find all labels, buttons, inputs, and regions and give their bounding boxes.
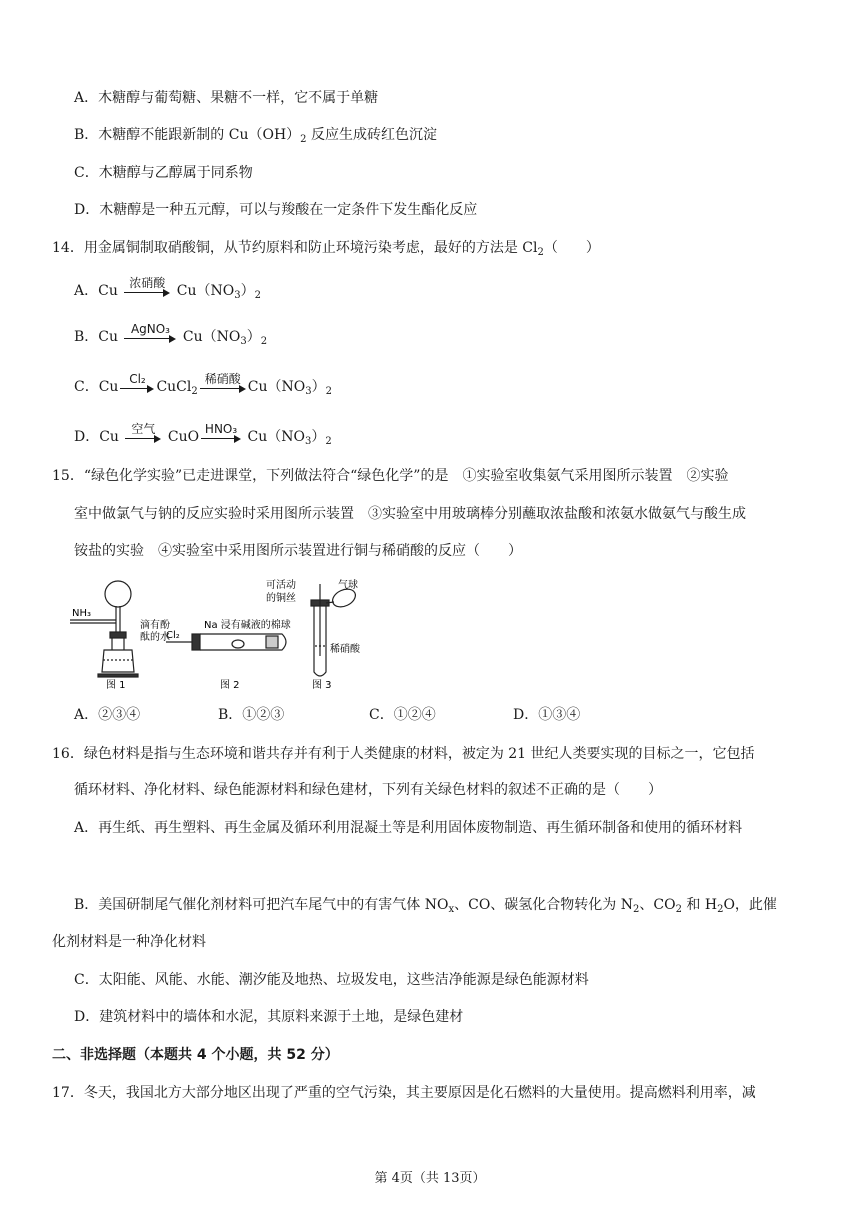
q15-stem-line3: 铵盐的实验 ④实验室中采用图所示装置进行铜与稀硝酸的反应（ ） — [74, 543, 522, 559]
q15-option-c: C．①②④ — [369, 707, 436, 723]
q16-stem-line2: 循环材料、净化材料、绿色能源材料和绿色建材，下列有关绿色材料的叙述不正确的是（ ） — [74, 782, 662, 798]
reaction-arrow: 空气 — [125, 423, 161, 442]
fig1-caption: 图 1 — [106, 680, 126, 690]
q14-option-b: B．Cu AgNO₃ $Cu(NO_3)_2$ — [74, 322, 268, 347]
q15-option-d: D．①③④ — [513, 707, 581, 723]
q15-stem-line1: 15．“绿色化学实验”已走进课堂，下列做法符合“绿色化学”的是 ①实验室收集氨气采用图所示装置 ②实验 — [52, 468, 729, 484]
fig-na-label: Na 浸有碱液的棉球 — [204, 620, 291, 631]
q16-option-c: C．太阳能、风能、水能、潮汐能及地热、垃圾发电，这些洁净能源是绿色能源材料 — [74, 972, 589, 988]
fig-dilute-label: 稀硝酸 — [330, 644, 360, 655]
q13-option-a: A．木糖醇与葡萄糖、果糖不一样，它不属于单糖 — [74, 90, 379, 106]
q15-option-b: B．①②③ — [218, 707, 285, 723]
reaction-arrow: 浓硝酸 — [124, 277, 170, 296]
q16-option-b-cont: 化剂材料是一种净化材料 — [52, 934, 206, 950]
fig1-apparatus — [70, 581, 138, 677]
fig-movable-label-2: 的铜丝 — [266, 593, 296, 604]
q16-stem-line1: 16．绿色材料是指与生态环境和谐共存并有利于人类健康的材料，被定为 21 世纪人类要实现的目标之一，它包括 — [52, 746, 755, 762]
q14-option-d: D．Cu 空气 CuO HNO₃ $Cu(NO_3)_2$ — [74, 422, 332, 447]
fig3-caption: 图 3 — [312, 680, 332, 690]
fig-drip-label-1: 滴有酚 — [140, 620, 170, 631]
q15-option-a: A．②③④ — [74, 707, 141, 723]
fig2-apparatus — [166, 634, 286, 650]
q13-option-b: B．木糖醇不能跟新制的 $Cu(OH)_2$ 反应生成砖红色沉淀 — [74, 127, 437, 145]
reaction-arrow: AgNO₃ — [124, 323, 176, 342]
q17-stem-line1: 17．冬天，我国北方大部分地区出现了严重的空气污染，其主要原因是化石燃料的大量使用。提高燃料利用率，减 — [52, 1085, 756, 1101]
fig2-caption: 图 2 — [220, 680, 240, 690]
section-heading: 二、非选择题（本题共 4 个小题，共 52 分） — [52, 1047, 339, 1063]
q15-stem-line2: 室中做氯气与钠的反应实验时采用图所示装置 ③实验室中用玻璃棒分别蘸取浓盐酸和浓氨水做氨气与酸生成 — [74, 506, 746, 522]
q14-stem: 14．用金属铜制取硝酸铜，从节约原料和防止环境污染考虑，最好的方法是 $Cl_2$（ ） — [52, 240, 600, 258]
q15-apparatus-figure — [70, 576, 370, 694]
q16-option-b: B．美国研制尾气催化剂材料可把汽车尾气中的有害气体 $NO_x$、CO、碳氢化合物转化为 $N_2$、$CO_2$ 和 $H_2O$，此催 — [74, 897, 777, 915]
reaction-arrow: Cl₂ — [120, 373, 154, 392]
fig3-apparatus — [311, 584, 358, 676]
q14-option-a: A．Cu 浓硝酸 $Cu(NO_3)_2$ — [74, 276, 261, 301]
fig-movable-label-1: 可活动 — [266, 580, 296, 591]
fig-nh3-label: NH₃ — [72, 608, 92, 619]
fig-balloon-label: 气球 — [338, 580, 358, 591]
fig-drip-label-2: 酞的水 — [140, 632, 170, 643]
q13-option-d: D．木糖醇是一种五元醇，可以与羧酸在一定条件下发生酯化反应 — [74, 202, 478, 218]
q16-option-d: D．建筑材料中的墙体和水泥，其原料来源于土地，是绿色建材 — [74, 1009, 464, 1025]
q14-option-c: C．Cu Cl₂ CuCl$_2$ 稀硝酸 $Cu(NO_3)_2$ — [74, 372, 332, 397]
q16-option-a: A．再生纸、再生塑料、再生金属及循环利用混凝土等是利用固体废物制造、再生循环制备和使用的循环材料 — [74, 820, 743, 836]
page-footer: 第 4页（共 13页） — [374, 1171, 486, 1186]
reaction-arrow: 稀硝酸 — [200, 373, 246, 392]
reaction-arrow: HNO₃ — [201, 423, 241, 442]
fig-cl2-label: Cl₂ — [166, 630, 180, 641]
q13-option-c: C．木糖醇与乙醇属于同系物 — [74, 165, 253, 181]
